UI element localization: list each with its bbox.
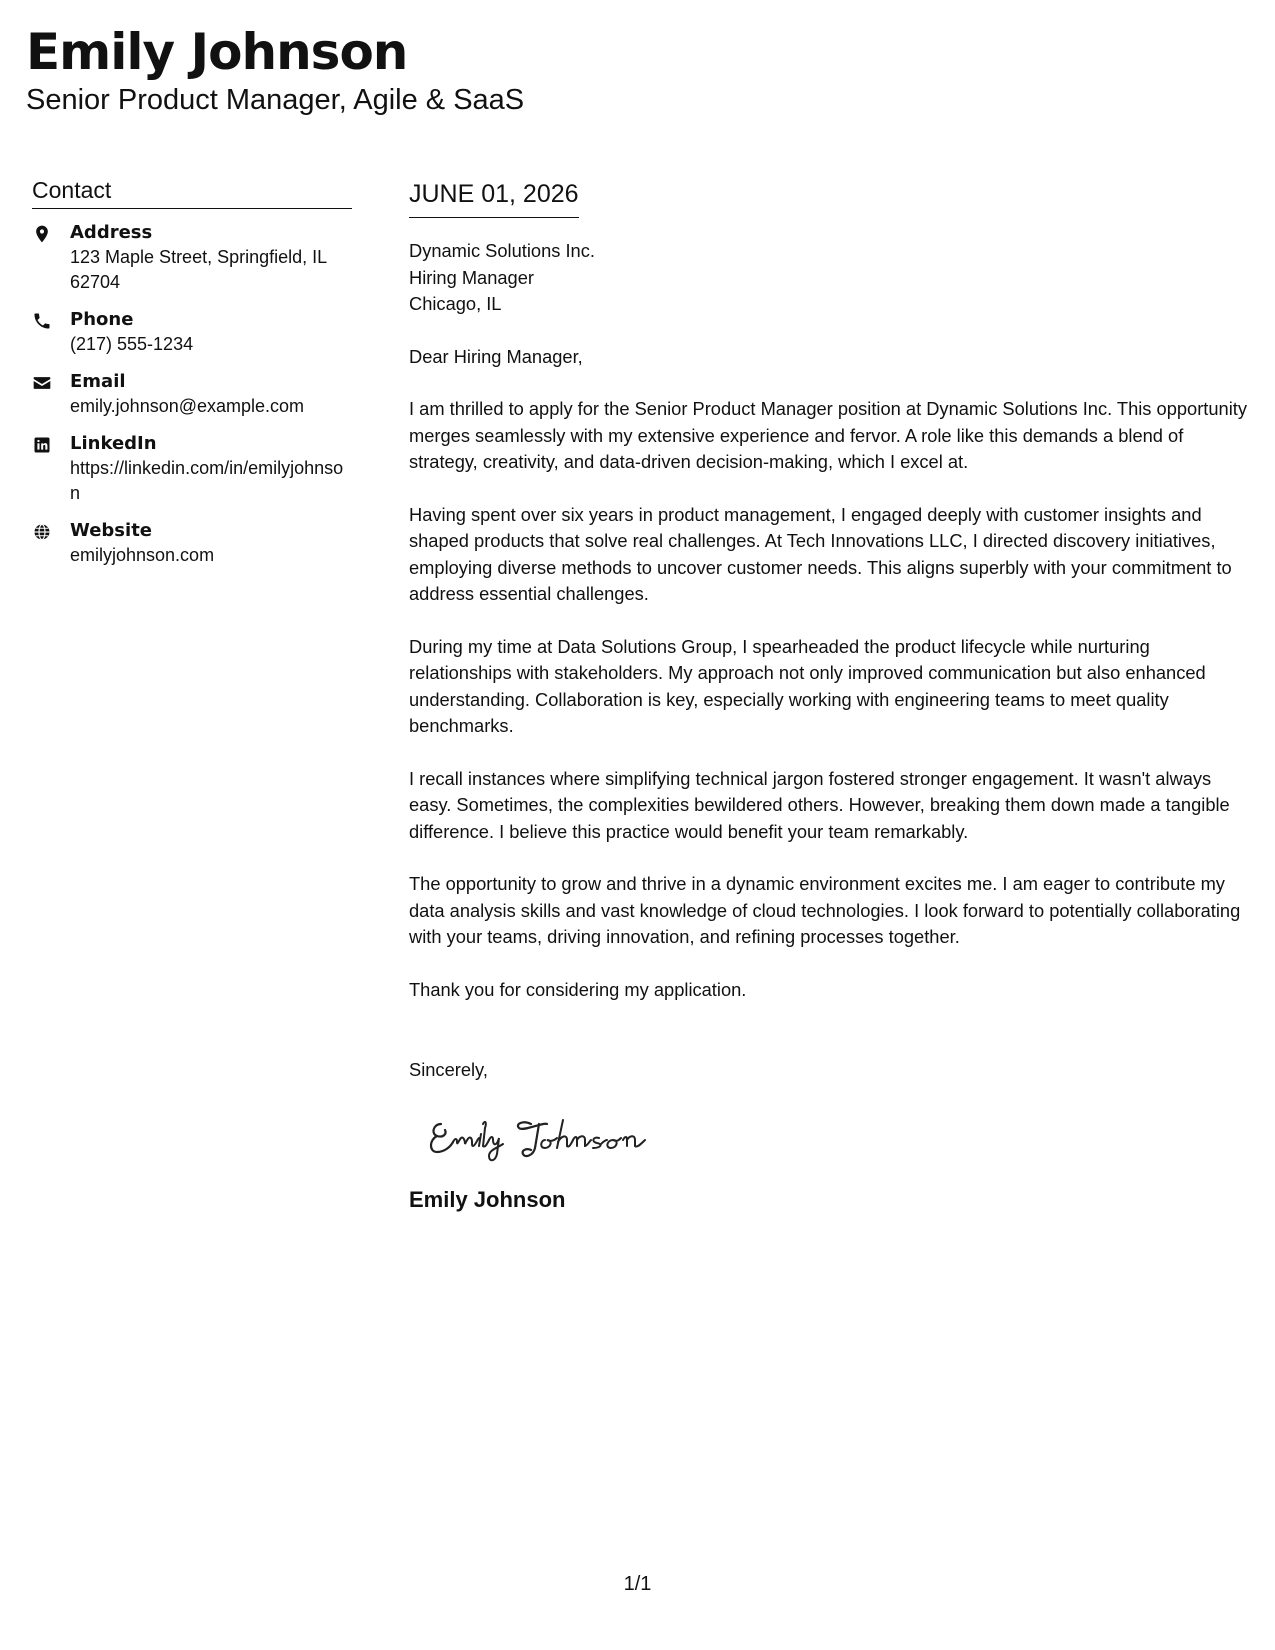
body-paragraph: I am thrilled to apply for the Senior Product Manager position at Dynamic Solutions Inc. This opportunity merges seamlessly with my extensive experience and fervor. A role like this demands a blend of strategy, creativity, and data-driven decision-making, which I excel at. [409, 398, 1247, 472]
contact-heading: Contact [32, 176, 352, 209]
linkedin-icon [32, 432, 70, 455]
contact-label: Address [70, 222, 153, 243]
contact-label: Email [70, 371, 126, 392]
linkedin-link[interactable]: https://linkedin.com/in/emilyjohnson [70, 458, 344, 503]
signature-image [427, 1110, 667, 1166]
recipient-block [409, 238, 1247, 318]
contact-item-email [32, 370, 352, 419]
letter-date: JUNE 01, 2026 [409, 178, 579, 218]
recipient-company: Dynamic Solutions Inc. [409, 240, 595, 261]
phone-value: (217) 555-1234 [70, 334, 194, 354]
address-value: 123 Maple Street, Springfield, IL 62704 [70, 247, 327, 292]
handwritten-signature [427, 1110, 1247, 1166]
body-paragraph: I recall instances where simplifying technical jargon fostered stronger engagement. It wasn't always easy. Sometimes, the complexities bewildered others. However, breaking them down made a tangible difference. I believe this practice would benefit your team remarkably. [409, 767, 1230, 842]
recipient-role: Hiring Manager [409, 266, 534, 288]
contact-label: Phone [70, 309, 134, 330]
contact-item-address [32, 221, 352, 295]
applicant-name: Emily Johnson [26, 23, 408, 81]
contact-sidebar [32, 176, 352, 581]
closing: Sincerely, [409, 1059, 488, 1080]
recipient-location: Chicago, IL [409, 293, 502, 314]
email-link[interactable]: emily.johnson@example.com [70, 396, 305, 416]
phone-icon [32, 308, 70, 331]
envelope-icon [32, 370, 70, 393]
body-paragraph: During my time at Data Solutions Group, I spearheaded the product lifecycle while nurturing relationships with stakeholders. My approach not only improved communication but also enhanced understanding. Collaboration is key, especially working with engineering teams to meet quality benchmarks. [409, 635, 1206, 736]
contact-label: LinkedIn [70, 433, 157, 454]
contact-label: Website [70, 520, 153, 541]
body-paragraph: The opportunity to grow and thrive in a dynamic environment excites me. I am eager to contribute my data analysis skills and vast knowledge of cloud technologies. I look forward to potentially collaborating with your teams, driving innovation, and refining processes together. [409, 873, 1241, 947]
location-pin-icon [32, 221, 70, 244]
cover-letter-body [409, 178, 1247, 1214]
body-paragraph: Thank you for considering my application. [409, 978, 747, 1000]
globe-icon [32, 519, 70, 542]
applicant-title: Senior Product Manager, Agile & SaaS [26, 84, 525, 116]
contact-item-website [32, 519, 352, 568]
salutation: Dear Hiring Manager, [409, 345, 583, 367]
contact-item-linkedin [32, 432, 352, 506]
contact-item-phone [32, 308, 352, 357]
page-number: 1/1 [623, 1573, 652, 1595]
body-paragraph: Having spent over six years in product management, I engaged deeply with customer insights and shaped products that solve real challenges. At Tech Innovations LLC, I directed discovery initiatives, employing diverse methods to uncover customer needs. This aligns superbly with your commitment to address essential challenges. [409, 503, 1232, 604]
website-link[interactable]: emilyjohnson.com [70, 545, 215, 565]
signer-name: Emily Johnson [409, 1186, 566, 1212]
resume-header [26, 22, 524, 118]
